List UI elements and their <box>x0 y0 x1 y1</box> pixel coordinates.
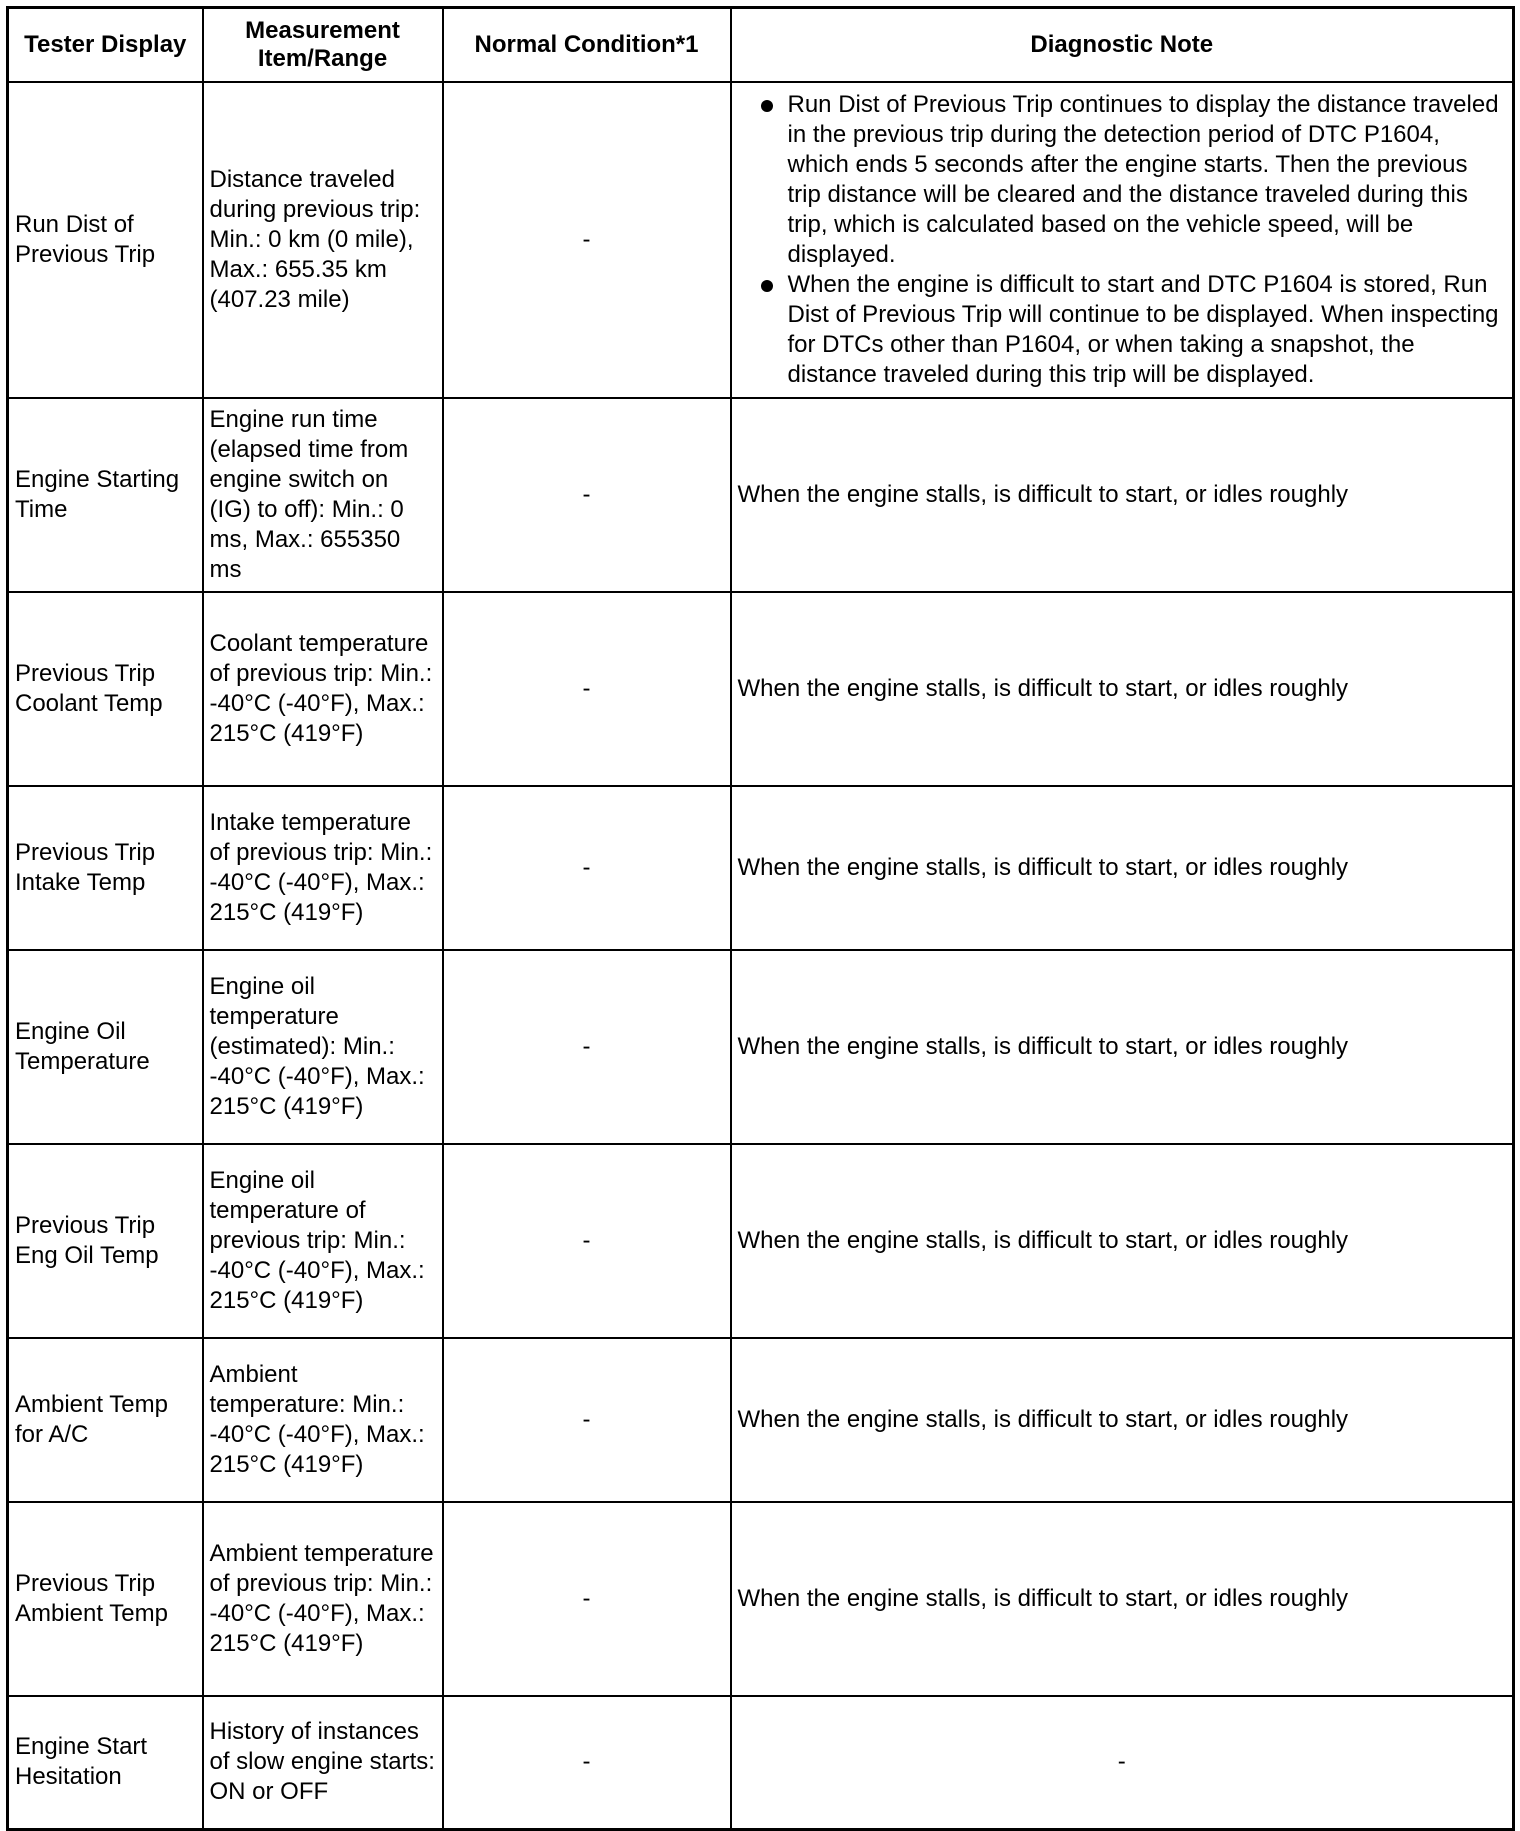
diagnostic-note-cell: When the engine stalls, is difficult to start, or idles roughly <box>731 950 1514 1144</box>
measurement-range-cell: Ambient temperature of previous trip: Min.: -40°C (-40°F), Max.: 215°C (419°F) <box>203 1502 443 1696</box>
normal-condition-cell: - <box>443 1144 731 1338</box>
normal-condition-cell: - <box>443 1502 731 1696</box>
measurement-range-cell: Ambient temperature: Min.: -40°C (-40°F), Max.: 215°C (419°F) <box>203 1338 443 1502</box>
table-row <box>8 1696 1514 1830</box>
diagnostic-note-cell: When the engine stalls, is difficult to start, or idles roughly <box>731 592 1514 786</box>
table-row <box>8 592 1514 786</box>
diagnostic-note-cell: - <box>731 1696 1514 1830</box>
diagnostic-note-cell: When the engine stalls, is difficult to start, or idles roughly <box>731 1144 1514 1338</box>
table-row <box>8 398 1514 592</box>
list-item <box>738 90 1507 270</box>
tester-display-cell: Run Dist of Previous Trip <box>8 82 203 398</box>
measurement-range-cell: Engine oil temperature (estimated): Min.: -40°C (-40°F), Max.: 215°C (419°F) <box>203 950 443 1144</box>
measurement-range-cell: Engine oil temperature of previous trip: Min.: -40°C (-40°F), Max.: 215°C (419°F) <box>203 1144 443 1338</box>
header-normal-condition: Normal Condition*1 <box>443 8 731 82</box>
tester-display-cell: Previous Trip Coolant Temp <box>8 592 203 786</box>
tester-display-cell: Previous Trip Eng Oil Temp <box>8 1144 203 1338</box>
header-measurement-item: Measurement Item/Range <box>203 8 443 82</box>
normal-condition-cell: - <box>443 786 731 950</box>
tester-display-cell: Engine Starting Time <box>8 398 203 592</box>
diagnostic-note-cell: When the engine stalls, is difficult to start, or idles roughly <box>731 1338 1514 1502</box>
tester-display-cell: Ambient Temp for A/C <box>8 1338 203 1502</box>
normal-condition-cell: - <box>443 950 731 1144</box>
table-row <box>8 950 1514 1144</box>
bullet-icon <box>761 100 773 112</box>
tester-display-cell: Previous Trip Ambient Temp <box>8 1502 203 1696</box>
normal-condition-cell: - <box>443 1338 731 1502</box>
tester-display-cell: Engine Start Hesitation <box>8 1696 203 1830</box>
normal-condition-cell: - <box>443 1696 731 1830</box>
diagnostic-note-list <box>738 90 1507 390</box>
tester-display-cell: Engine Oil Temperature <box>8 950 203 1144</box>
diagnostic-note-cell: When the engine stalls, is difficult to start, or idles roughly <box>731 786 1514 950</box>
table-row <box>8 82 1514 398</box>
measurement-range-cell: Engine run time (elapsed time from engine switch on (IG) to off): Min.: 0 ms, Max.: 655350 ms <box>203 398 443 592</box>
bullet-text: Run Dist of Previous Trip continues to display the distance traveled in the previous trip during the detection period of DTC P1604, which ends 5 seconds after the engine starts. Then the previous trip distance will be cleared and the distance traveled during this trip, which is calculated based on the vehicle speed, will be displayed. <box>787 90 1499 268</box>
measurement-range-cell: History of instances of slow engine starts: ON or OFF <box>203 1696 443 1830</box>
table-row <box>8 786 1514 950</box>
diagnostic-note-cell <box>731 82 1514 398</box>
header-row <box>8 8 1514 82</box>
diagnostic-note-cell: When the engine stalls, is difficult to start, or idles roughly <box>731 1502 1514 1696</box>
normal-condition-cell: - <box>443 592 731 786</box>
bullet-text: When the engine is difficult to start and DTC P1604 is stored, Run Dist of Previous Trip will continue to be displayed. When inspecting for DTCs other than P1604, or when taking a snapshot, the distance traveled during this trip will be displayed. <box>787 270 1499 388</box>
measurement-range-cell: Intake temperature of previous trip: Min.: -40°C (-40°F), Max.: 215°C (419°F) <box>203 786 443 950</box>
measurement-range-cell: Coolant temperature of previous trip: Min.: -40°C (-40°F), Max.: 215°C (419°F) <box>203 592 443 786</box>
diagnostic-note-cell: When the engine stalls, is difficult to start, or idles roughly <box>731 398 1514 592</box>
normal-condition-cell: - <box>443 398 731 592</box>
table-row <box>8 1338 1514 1502</box>
header-tester-display: Tester Display <box>8 8 203 82</box>
normal-condition-cell: - <box>443 82 731 398</box>
tester-display-cell: Previous Trip Intake Temp <box>8 786 203 950</box>
header-diagnostic-note: Diagnostic Note <box>731 8 1514 82</box>
measurement-range-cell: Distance traveled during previous trip: Min.: 0 km (0 mile), Max.: 655.35 km (407.23 mile) <box>203 82 443 398</box>
data-list-table <box>6 6 1515 1831</box>
table-row <box>8 1502 1514 1696</box>
table-row <box>8 1144 1514 1338</box>
bullet-icon <box>761 280 773 292</box>
list-item <box>738 270 1507 390</box>
